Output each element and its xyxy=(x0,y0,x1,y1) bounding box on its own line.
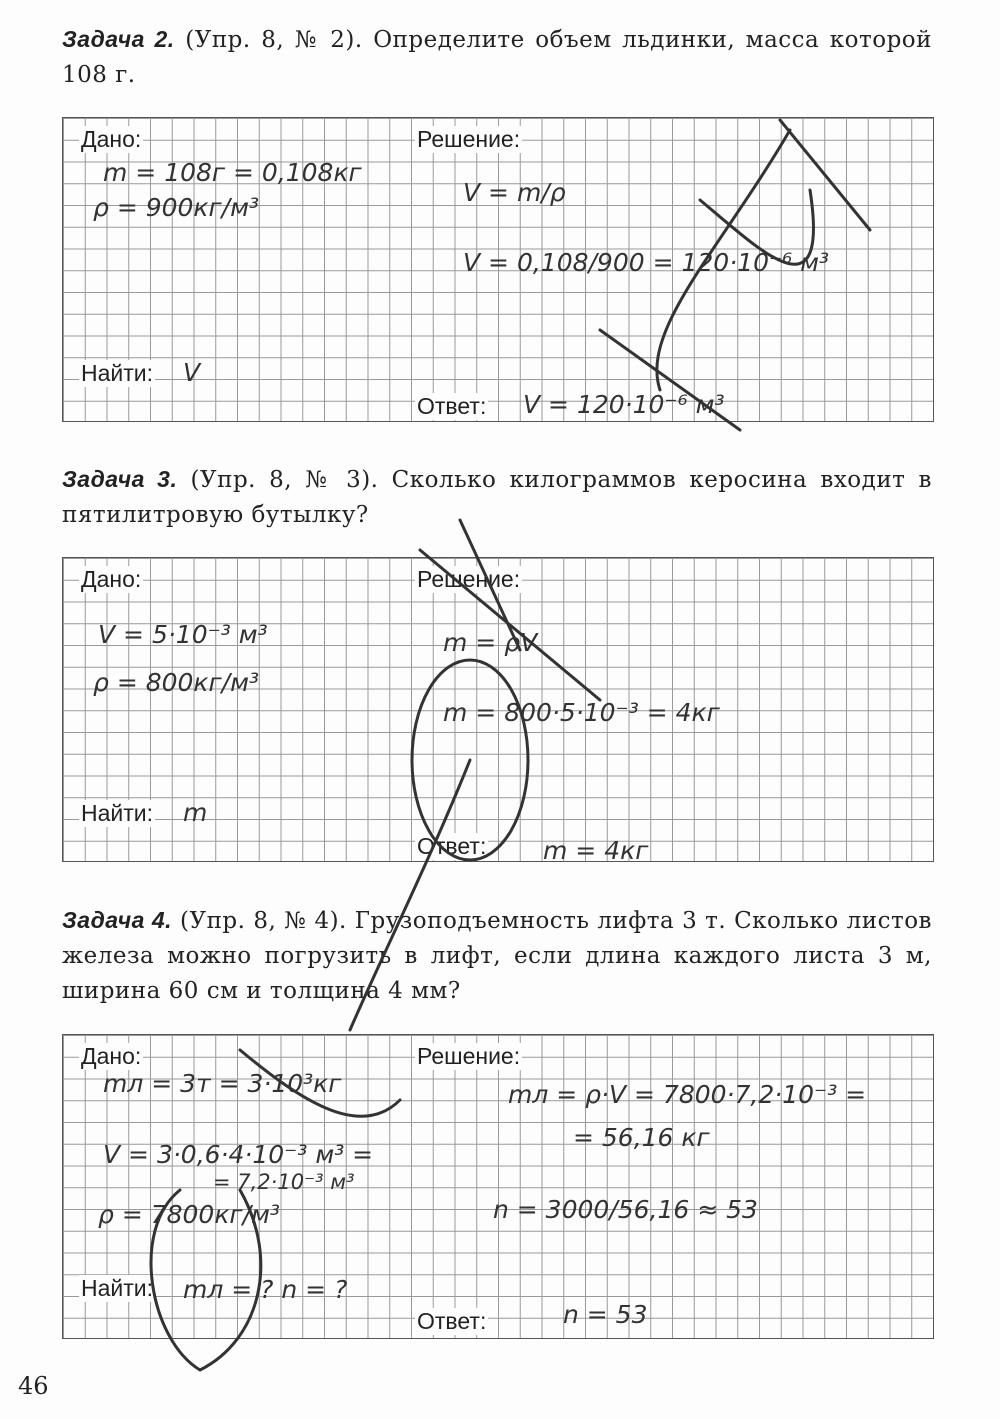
answer-label: Ответ: xyxy=(417,1308,487,1334)
solution-line: V = 0,108/900 = 120·10⁻⁶ м³ xyxy=(463,248,830,277)
solution-line: V = m/ρ xyxy=(463,178,566,207)
answer-label: Ответ: xyxy=(417,833,487,859)
task-3-statement: Задача 3. (Упр. 8, № 3). Сколько килограммов керосина входит в пятилитровую бутылку? xyxy=(62,466,932,528)
solution-line: m = ρV xyxy=(443,628,538,657)
find-value: mл = ? n = ? xyxy=(183,1275,348,1304)
solution-label: Решение: xyxy=(417,566,521,592)
given-label: Дано: xyxy=(81,566,142,592)
answer-value: V = 120·10⁻⁶ м³ xyxy=(523,390,725,419)
solution-line: mл = ρ·V = 7800·7,2·10⁻³ = xyxy=(508,1080,867,1109)
task-3-grid xyxy=(62,557,934,865)
find-value: m xyxy=(183,798,208,827)
find-label: Найти: xyxy=(81,1275,154,1301)
find-value: V xyxy=(183,358,201,387)
solution-label: Решение: xyxy=(417,126,521,152)
given-line: V = 3·0,6·4·10⁻³ м³ = xyxy=(103,1140,374,1169)
task-4-statement: Задача 4. (Упр. 8, № 4). Грузоподъемность лифта 3 т. Сколько листов железа можно погрузить в лифт, если длина каждого листа 3 м, ширина 60 см и толщина 4 мм? xyxy=(62,907,932,1004)
given-line: = 7,2·10⁻³ м³ xyxy=(213,1170,355,1194)
task-4-grid xyxy=(62,1034,934,1339)
answer-value: n = 53 xyxy=(563,1300,648,1329)
page-number: 46 xyxy=(18,1372,49,1400)
given-line: m = 108г = 0,108кг xyxy=(103,158,362,187)
solution-line: = 56,16 кг xyxy=(573,1123,710,1152)
given-label: Дано: xyxy=(81,1043,142,1069)
answer-value: m = 4кг xyxy=(543,836,649,865)
given-line: ρ = 800кг/м³ xyxy=(93,668,259,697)
answer-label: Ответ: xyxy=(417,393,487,419)
given-line: mл = 3т = 3·10³кг xyxy=(103,1069,342,1098)
find-label: Найти: xyxy=(81,360,154,386)
given-line: ρ = 900кг/м³ xyxy=(93,193,259,222)
task-2-statement: Задача 2. (Упр. 8, № 2). Определите объем льдинки, масса которой 108 г. xyxy=(62,26,932,88)
solution-line: n = 3000/56,16 ≈ 53 xyxy=(493,1195,758,1224)
solution-line: m = 800·5·10⁻³ = 4кг xyxy=(443,698,720,727)
given-label: Дано: xyxy=(81,126,142,152)
find-label: Найти: xyxy=(81,800,154,826)
given-line: V = 5·10⁻³ м³ xyxy=(98,620,268,649)
task-2-grid xyxy=(62,117,934,422)
solution-label: Решение: xyxy=(417,1043,521,1069)
given-line: ρ = 7800кг/м³ xyxy=(98,1200,280,1229)
